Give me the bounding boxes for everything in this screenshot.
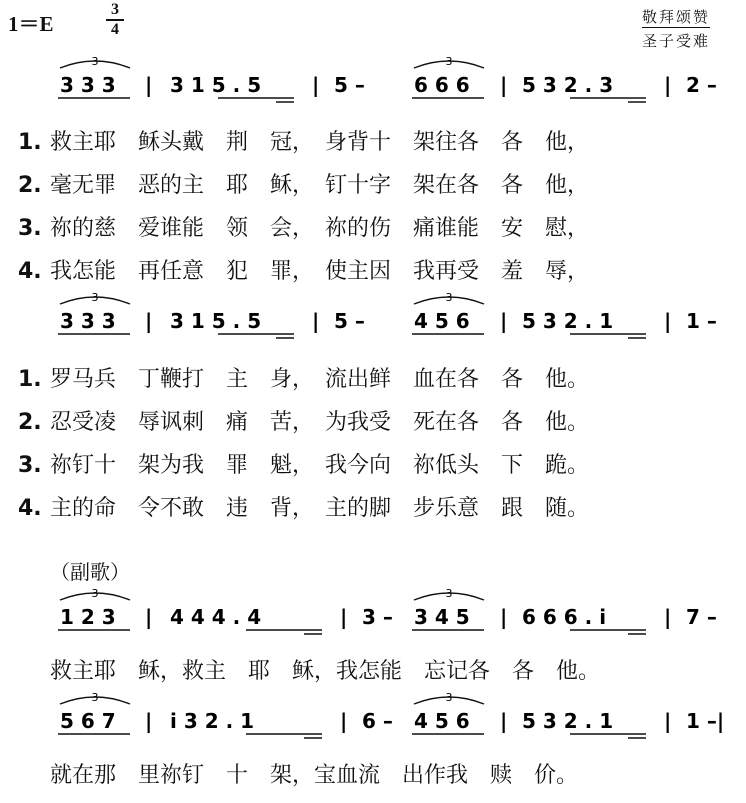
lyric-line: 3. 祢的慈 爱谁能 领 会， 祢的伤 痛谁能 安 慰， [18, 216, 590, 241]
triplet-mark: 3 [445, 291, 453, 304]
lyric-line: 1. 救主耶 稣头戴 荆 冠， 身背十 架往各 各 他， [18, 130, 590, 155]
barline: | [145, 605, 153, 629]
time-signature [106, 2, 124, 38]
lyric-line: 1. 罗马兵 丁鞭打 主 身， 流出鲜 血在各 各 他。 [18, 367, 590, 392]
barline: | [500, 709, 508, 733]
lyric-line: 4. 我怎能 再任意 犯 罪， 使主因 我再受 羞 辱， [18, 259, 590, 284]
note-group: 3 1 5 . 5 [170, 309, 262, 333]
lyric-line: 2. 忍受凌 辱讽刺 痛 苦， 为我受 死在各 各 他。 [18, 410, 590, 435]
note-group: i 3 2 . 1 [170, 709, 255, 733]
barline: | [664, 309, 672, 333]
note-group: 1 – [686, 309, 717, 333]
note-group: 5 – [334, 73, 365, 97]
note-group: 3 – [362, 605, 393, 629]
barline: | [664, 709, 672, 733]
triplet-mark: 3 [91, 291, 99, 304]
triplet-mark: 3 [91, 55, 99, 68]
barline: | [340, 709, 348, 733]
notation-line-1 [0, 52, 746, 107]
barline: | [500, 73, 508, 97]
note-group: 4 5 6 [414, 309, 470, 333]
barline: | [312, 309, 320, 333]
note-group: 7 – [686, 605, 717, 629]
triplet-mark: 3 [445, 587, 453, 600]
notation-line-3 [0, 584, 746, 639]
note-group: 4 5 6 [414, 709, 470, 733]
note-group: 5 6 7 [60, 709, 116, 733]
note-group: 5 3 2 . 1 [522, 709, 614, 733]
barline: | [145, 709, 153, 733]
note-group: 1 –| [686, 709, 725, 733]
credit-subcategory: 圣子受难 [641, 32, 710, 50]
chorus-label: （副歌） [50, 560, 130, 584]
lyric-line: 2. 毫无罪 恶的主 耶 稣， 钉十字 架在各 各 他， [18, 173, 590, 198]
triplet-mark: 3 [445, 691, 453, 704]
note-group: 1 2 3 [60, 605, 116, 629]
notation-line-2 [0, 288, 746, 343]
note-group: 2 – [686, 73, 717, 97]
meter-top: 3 [111, 1, 119, 18]
barline: | [500, 309, 508, 333]
note-group: 5 3 2 . 1 [522, 309, 614, 333]
note-group: 3 4 5 [414, 605, 470, 629]
note-group: 6 6 6 . i [522, 605, 607, 629]
barline: | [664, 605, 672, 629]
credit-category: 敬拜颂赞 [641, 8, 710, 26]
barline: | [340, 605, 348, 629]
note-group: 6 – [362, 709, 393, 733]
note-group: 3 3 3 [60, 309, 116, 333]
note-group: 5 – [334, 309, 365, 333]
barline: | [145, 309, 153, 333]
lyric-line: 救主耶 稣，救主 耶 稣，我怎能 忘记各 各 他。 [50, 659, 601, 684]
key-signature: 1＝E [8, 12, 54, 36]
note-group: 3 1 5 . 5 [170, 73, 262, 97]
note-group: 4 4 4 . 4 [170, 605, 262, 629]
barline: | [664, 73, 672, 97]
barline: | [145, 73, 153, 97]
notation-line-4 [0, 688, 746, 743]
lyric-line: 4. 主的命 令不敢 违 背， 主的脚 步乐意 跟 随。 [18, 496, 590, 521]
barline: | [500, 605, 508, 629]
note-group: 6 6 6 [414, 73, 470, 97]
note-group: 5 3 2 . 3 [522, 73, 614, 97]
triplet-mark: 3 [445, 55, 453, 68]
lyric-line: 就在那 里祢钉 十 架，宝血流 出作我 赎 价。 [50, 763, 579, 788]
triplet-mark: 3 [91, 587, 99, 600]
note-group: 3 3 3 [60, 73, 116, 97]
meter-bottom: 4 [111, 21, 119, 38]
barline: | [312, 73, 320, 97]
lyric-line: 3. 祢钉十 架为我 罪 魁， 我今向 祢低头 下 跪。 [18, 453, 590, 478]
triplet-mark: 3 [91, 691, 99, 704]
